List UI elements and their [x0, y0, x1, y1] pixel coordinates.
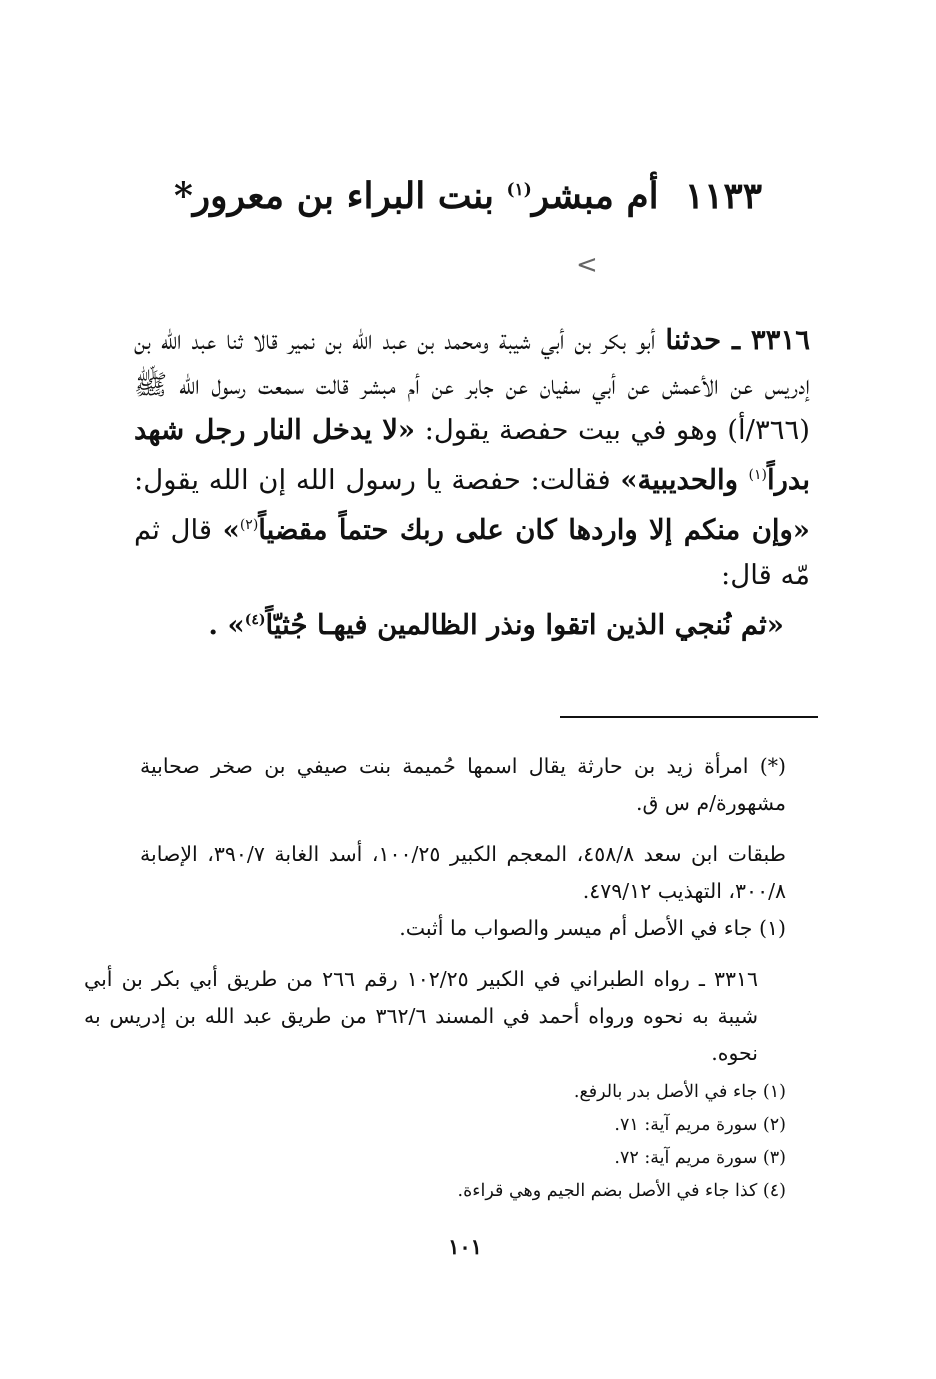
subnote-3: (٣) سورة مريم آية: ٧٢. [614, 1148, 786, 1168]
verse-line [134, 598, 810, 648]
chapter-footnote-ref: (١) [506, 180, 532, 200]
hadith-number: ٣٣١٦ ـ [721, 324, 810, 356]
footnote-divider [560, 716, 818, 718]
quote-1-ref: (١) [748, 467, 767, 483]
page-number: ١٠١ [448, 1234, 482, 1259]
footnotes [84, 748, 786, 1208]
hadith-text [134, 318, 810, 648]
separator-mark: < [576, 250, 598, 280]
hadith-chain: أبو بكر بن أبي شيبة ومحمد بن عبد الله بن نمير قالا ثنا عبد الله بن إدريس عن الأعمش عن أبي سفيان عن جابر عن أم مبشر قالت سمعت رسول الله ﷺ (٣٦٦/أ) وهو في بيت حفصة يقول: [134, 324, 810, 446]
after-quote-1: فقالت: حفصة يا رسول الله إن الله يقول: [134, 464, 621, 497]
subnote-1: (١) جاء في الأصل بدر بالرفع. [573, 1082, 786, 1102]
subnote-2: (٢) سورة مريم آية: ٧١. [614, 1115, 786, 1135]
footnote-star: (*) امرأة زيد بن حارثة يقال اسمها حُميمة بنت صيفي بن صخر صحابية مشهورة/م س ق. [140, 754, 786, 815]
quote-3-end: » . [208, 609, 245, 642]
quote-1: «لا يدخل النار رجل شهد بدراً [134, 414, 810, 497]
quote-1-end: والحديبية» [620, 464, 749, 497]
quote-2-end: » [222, 514, 240, 547]
quote-3-ref: (٤) [244, 612, 266, 629]
chapter-star: * [173, 175, 193, 217]
after-quote-2: قال ثم مّه قال: [134, 514, 810, 592]
footnote-1: (١) جاء في الأصل أم ميسر والصواب ما أثبت. [399, 916, 786, 940]
chapter-number: ١١٣٣ [684, 175, 763, 217]
chapter-name-part2: بنت البراء بن معرور [192, 175, 507, 217]
haddathana-word: حدثنا [665, 324, 722, 356]
chapter-name-part1: أم مبشر [531, 175, 659, 217]
subnote-4: (٤) كذا جاء في الأصل بضم الجيم وهي قراءة. [457, 1181, 786, 1201]
chapter-title [150, 160, 786, 226]
footnote-sources: طبقات ابن سعد ٤٥٨/٨، المعجم الكبير ١٠٠/٢٥، أسد الغابة ٣٩٠/٧، الإصابة ٣٠٠/٨، التهذيب ٤٧٩/١٢. [140, 842, 786, 903]
quote-2: «وإن منكم إلا واردها كان على ربك حتماً مقضياً [258, 514, 810, 547]
quote-2-ref: (٢) [239, 517, 259, 534]
quote-3: «ثم نُنجي الذين اتقوا ونذر الظالمين فيهـا جُثيّاً [265, 609, 784, 642]
footnote-takhrij: ٣٣١٦ ـ رواه الطبراني في الكبير ١٠٢/٢٥ رقم ٢٦٦ من طريق أبي بكر بن أبي شيبة به نحوه ورواه أحمد في المسند ٣٦٢/٦ من طريق عبد الله بن إدريس به نحوه. [84, 967, 758, 1065]
